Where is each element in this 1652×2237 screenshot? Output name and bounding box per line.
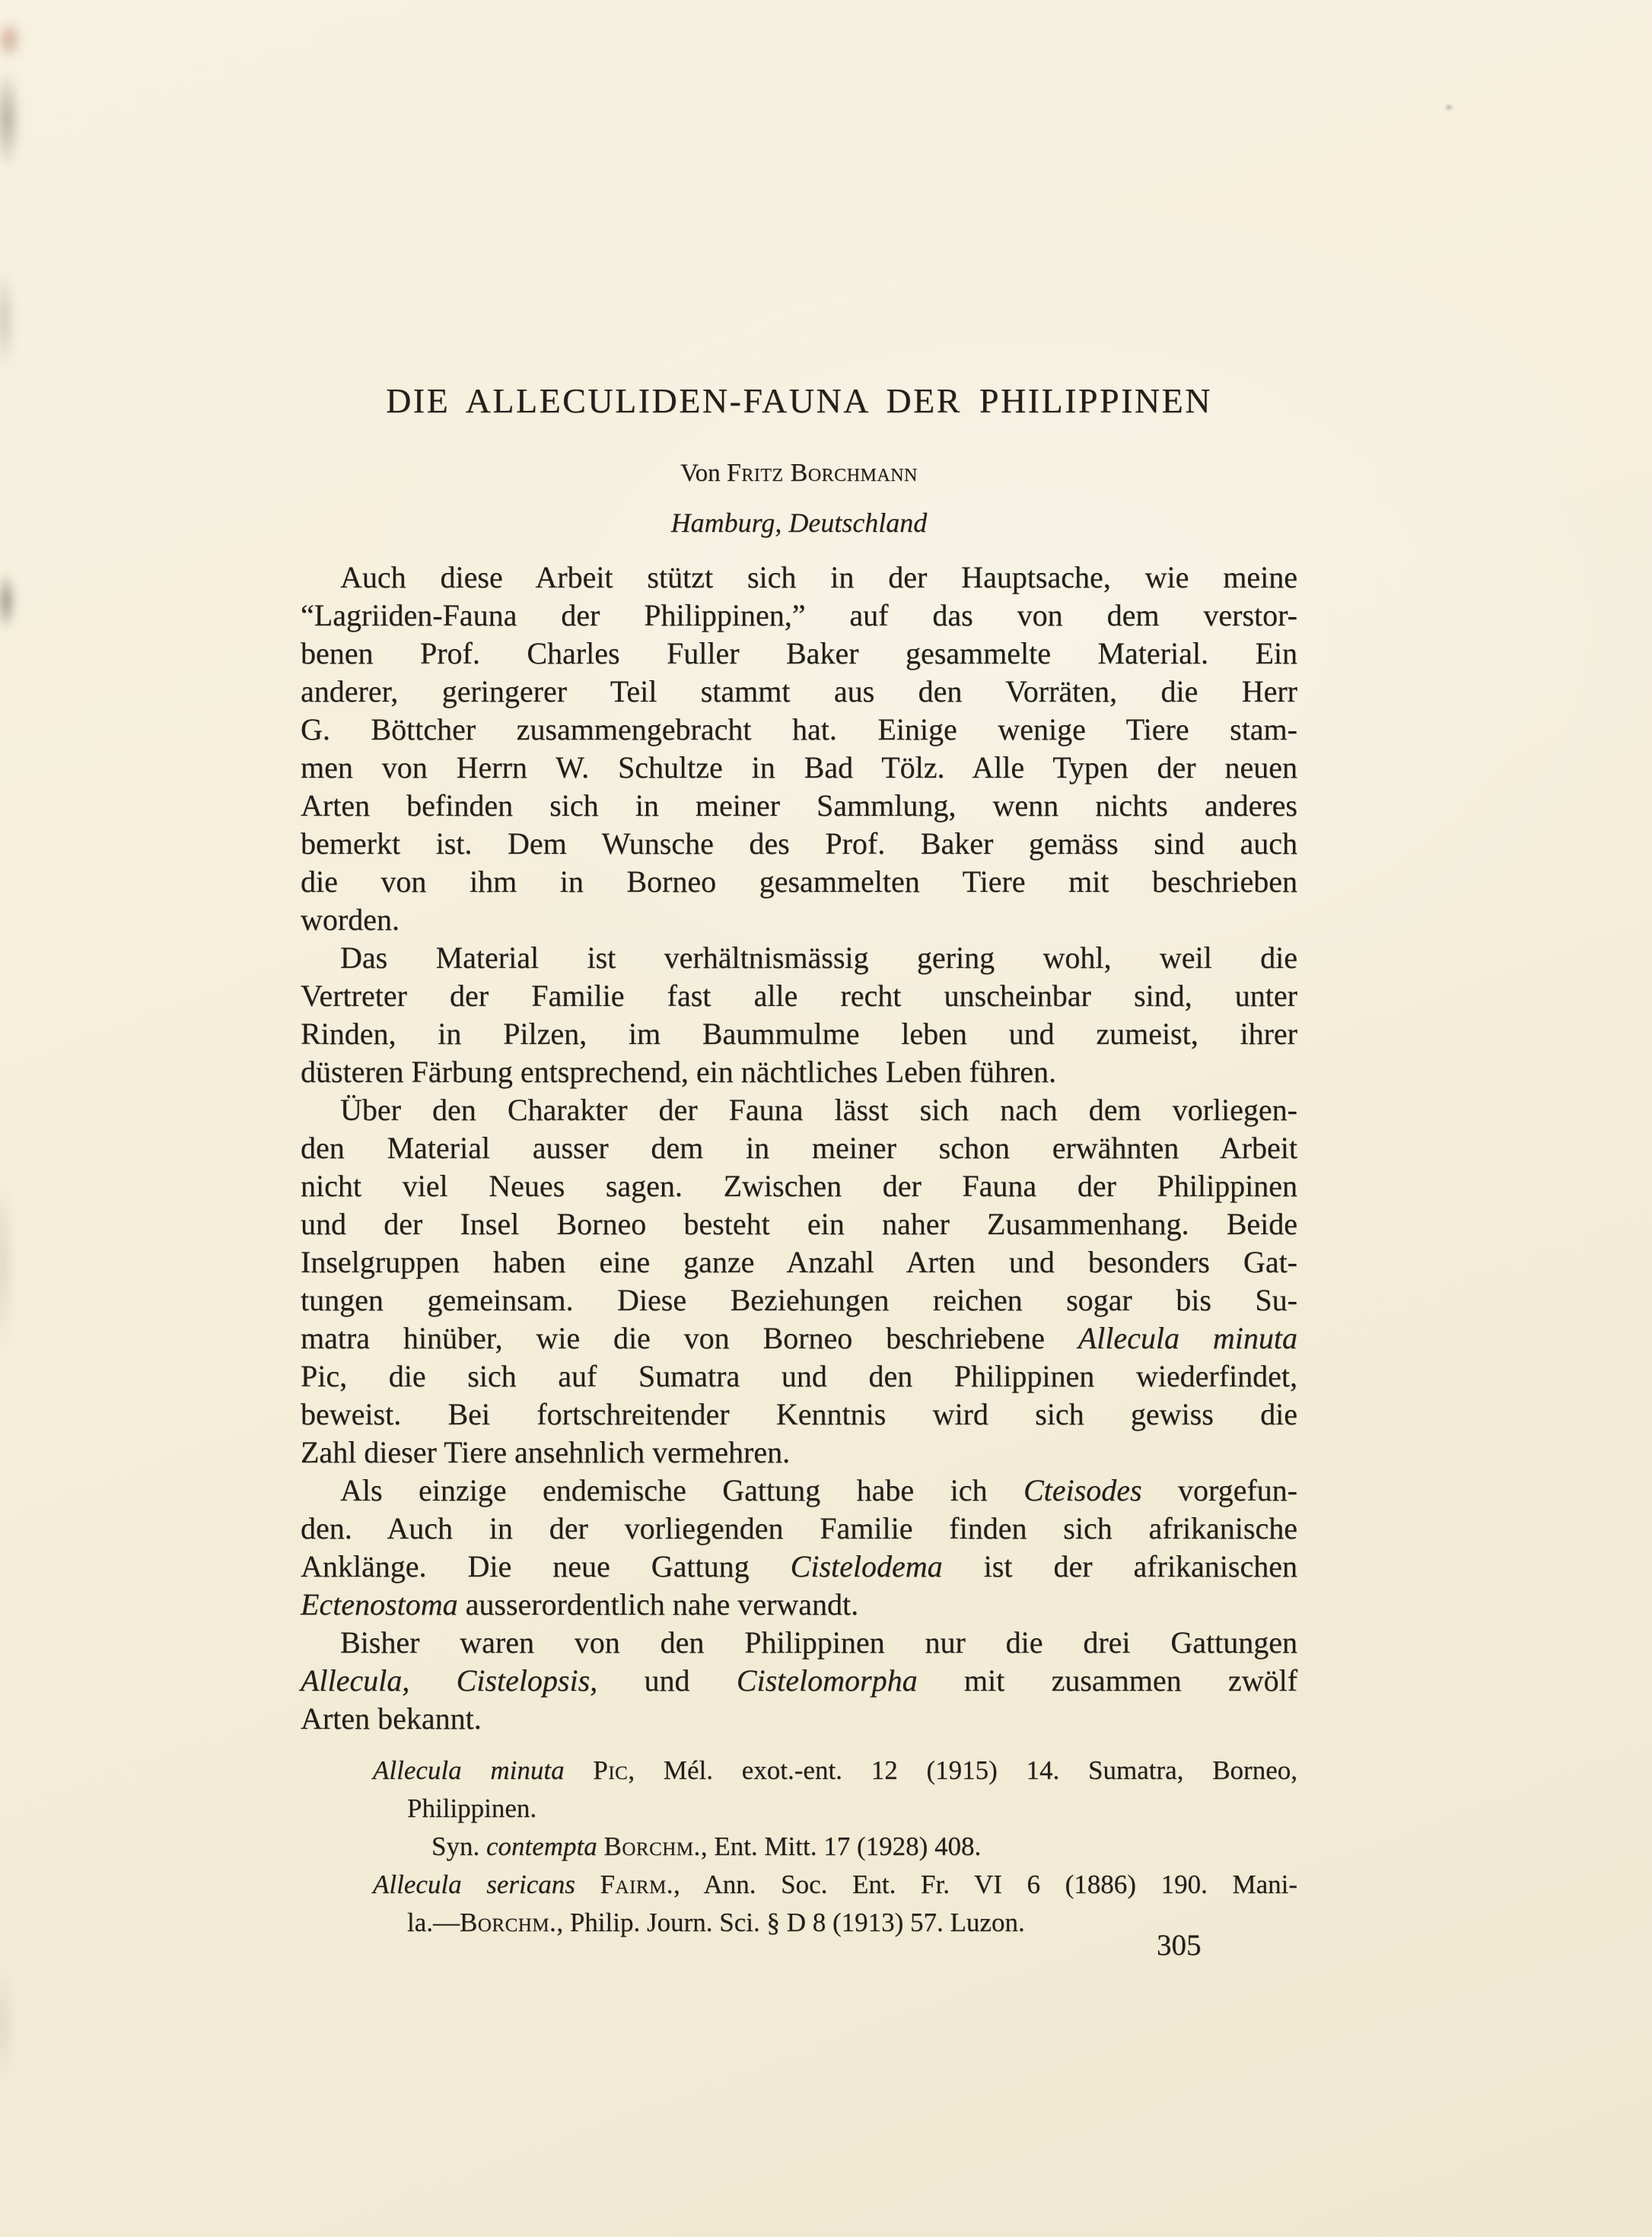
body-text-line: Ectenostoma ausserordentlich nahe verwandt. xyxy=(301,1587,859,1621)
body-text-line: men von Herrn W. Schultze in Bad Tölz. Alle Typen der neuen xyxy=(301,750,1297,784)
body-text-line: Anklänge. Die neue Gattung Cistelodema ist der afrikanischen xyxy=(301,1549,1297,1583)
body-text-line: Über den Charakter der Fauna lässt sich nach dem vorliegen- xyxy=(340,1093,1297,1127)
byline-prefix: Von xyxy=(680,460,727,487)
body-text-line: und der Insel Borneo besteht ein naher Zusammenhang. Beide xyxy=(301,1207,1297,1241)
scan-smudge-left-edge-1 xyxy=(0,70,20,169)
body-text-line: matra hinüber, wie die von Borneo beschriebene Allecula minuta xyxy=(301,1321,1297,1355)
body-text-line: Allecula, Cistelopsis, und Cistelomorpha mit zusammen zwölf xyxy=(301,1663,1298,1698)
reference-line: Allecula minuta Pic, Mél. exot.-ent. 12 (1915) 14. Sumatra, Borneo, xyxy=(373,1755,1297,1785)
reference-line: Allecula sericans Fairm., Ann. Soc. Ent. Fr. VI 6 (1886) 190. Mani- xyxy=(373,1869,1297,1899)
body-text-line: Als einzige endemische Gattung habe ich Cteisodes vorgefun- xyxy=(340,1473,1298,1507)
body-text-line: Rinden, in Pilzen, im Baummulme leben und zumeist, ihrer xyxy=(301,1017,1297,1051)
body-text-line: anderer, geringerer Teil stammt aus den Vorräten, die Herr xyxy=(301,674,1297,708)
body-text-line: Auch diese Arbeit stützt sich in der Hauptsache, wie meine xyxy=(340,560,1297,594)
body-text-line: Vertreter der Familie fast alle recht unscheinbar sind, unter xyxy=(301,978,1297,1013)
reference-line: la.—Borchm., Philip. Journ. Sci. § D 8 (1913) 57. Luzon. xyxy=(407,1908,1025,1937)
body-text-line: Inselgruppen haben eine ganze Anzahl Arten und besonders Gat- xyxy=(301,1245,1297,1279)
body-text-line: den. Auch in der vorliegenden Familie finden sich afrikanische xyxy=(301,1511,1297,1545)
article-title: DIE ALLECULIDEN-FAUNA DER PHILIPPINEN xyxy=(386,381,1212,420)
scan-speck-top-right xyxy=(1444,103,1453,111)
affiliation: Hamburg, Deutschland xyxy=(670,508,928,538)
scan-smudge-left-edge-2 xyxy=(0,270,14,369)
body-text-line: worden. xyxy=(301,902,399,937)
body-text-line: “Lagriiden-Fauna der Philippinen,” auf das von dem verstor- xyxy=(301,598,1297,632)
reference-line: Philippinen. xyxy=(407,1793,537,1823)
body-text-line: düsteren Färbung entsprechend, ein nächtliches Leben führen. xyxy=(301,1055,1056,1089)
body-text-line: Arten befinden sich in meiner Sammlung, wenn nichts anderes xyxy=(301,788,1297,823)
body-text-line: die von ihm in Borneo gesammelten Tiere mit beschrieben xyxy=(301,864,1297,899)
scan-smudge-red-top-left xyxy=(0,20,23,59)
body-text-line: bemerkt ist. Dem Wunsche des Prof. Baker gemäss sind auch xyxy=(301,826,1297,861)
body-text-line: Das Material ist verhältnismässig gering wohl, weil die xyxy=(340,940,1297,975)
body-text-line: benen Prof. Charles Fuller Baker gesammelte Material. Ein xyxy=(301,636,1297,670)
reference-line: Syn. contempta Borchm., Ent. Mitt. 17 (1928) 408. xyxy=(431,1831,982,1861)
scan-smudge-left-edge-5 xyxy=(0,1963,11,2085)
byline xyxy=(301,459,1297,488)
body-text-line: Bisher waren von den Philippinen nur die drei Gattungen xyxy=(340,1625,1297,1659)
page-number: 305 xyxy=(1157,1929,1202,1962)
scan-smudge-left-edge-4 xyxy=(0,1172,11,1354)
article-body xyxy=(301,558,1297,1738)
body-text-line: nicht viel Neues sagen. Zwischen der Fauna der Philippinen xyxy=(301,1169,1297,1203)
author-name: Fritz Borchmann xyxy=(726,459,918,487)
body-text-line: Arten bekannt. xyxy=(301,1701,482,1736)
body-text-line: Zahl dieser Tiere ansehnlich vermehren. xyxy=(301,1435,791,1469)
body-text-line: G. Böttcher zusammengebracht hat. Einige wenige Tiere stam- xyxy=(301,712,1297,746)
body-text-line: Pic, die sich auf Sumatra und den Philippinen wiederfindet, xyxy=(301,1359,1297,1393)
body-text-line: den Material ausser dem in meiner schon erwähnten Arbeit xyxy=(301,1131,1297,1165)
body-text-line: tungen gemeinsam. Diese Beziehungen reichen sogar bis Su- xyxy=(301,1283,1297,1317)
references-block xyxy=(301,1752,1297,1942)
scan-smudge-left-edge-3 xyxy=(0,572,17,630)
body-text-line: beweist. Bei fortschreitender Kenntnis wird sich gewiss die xyxy=(301,1397,1297,1431)
